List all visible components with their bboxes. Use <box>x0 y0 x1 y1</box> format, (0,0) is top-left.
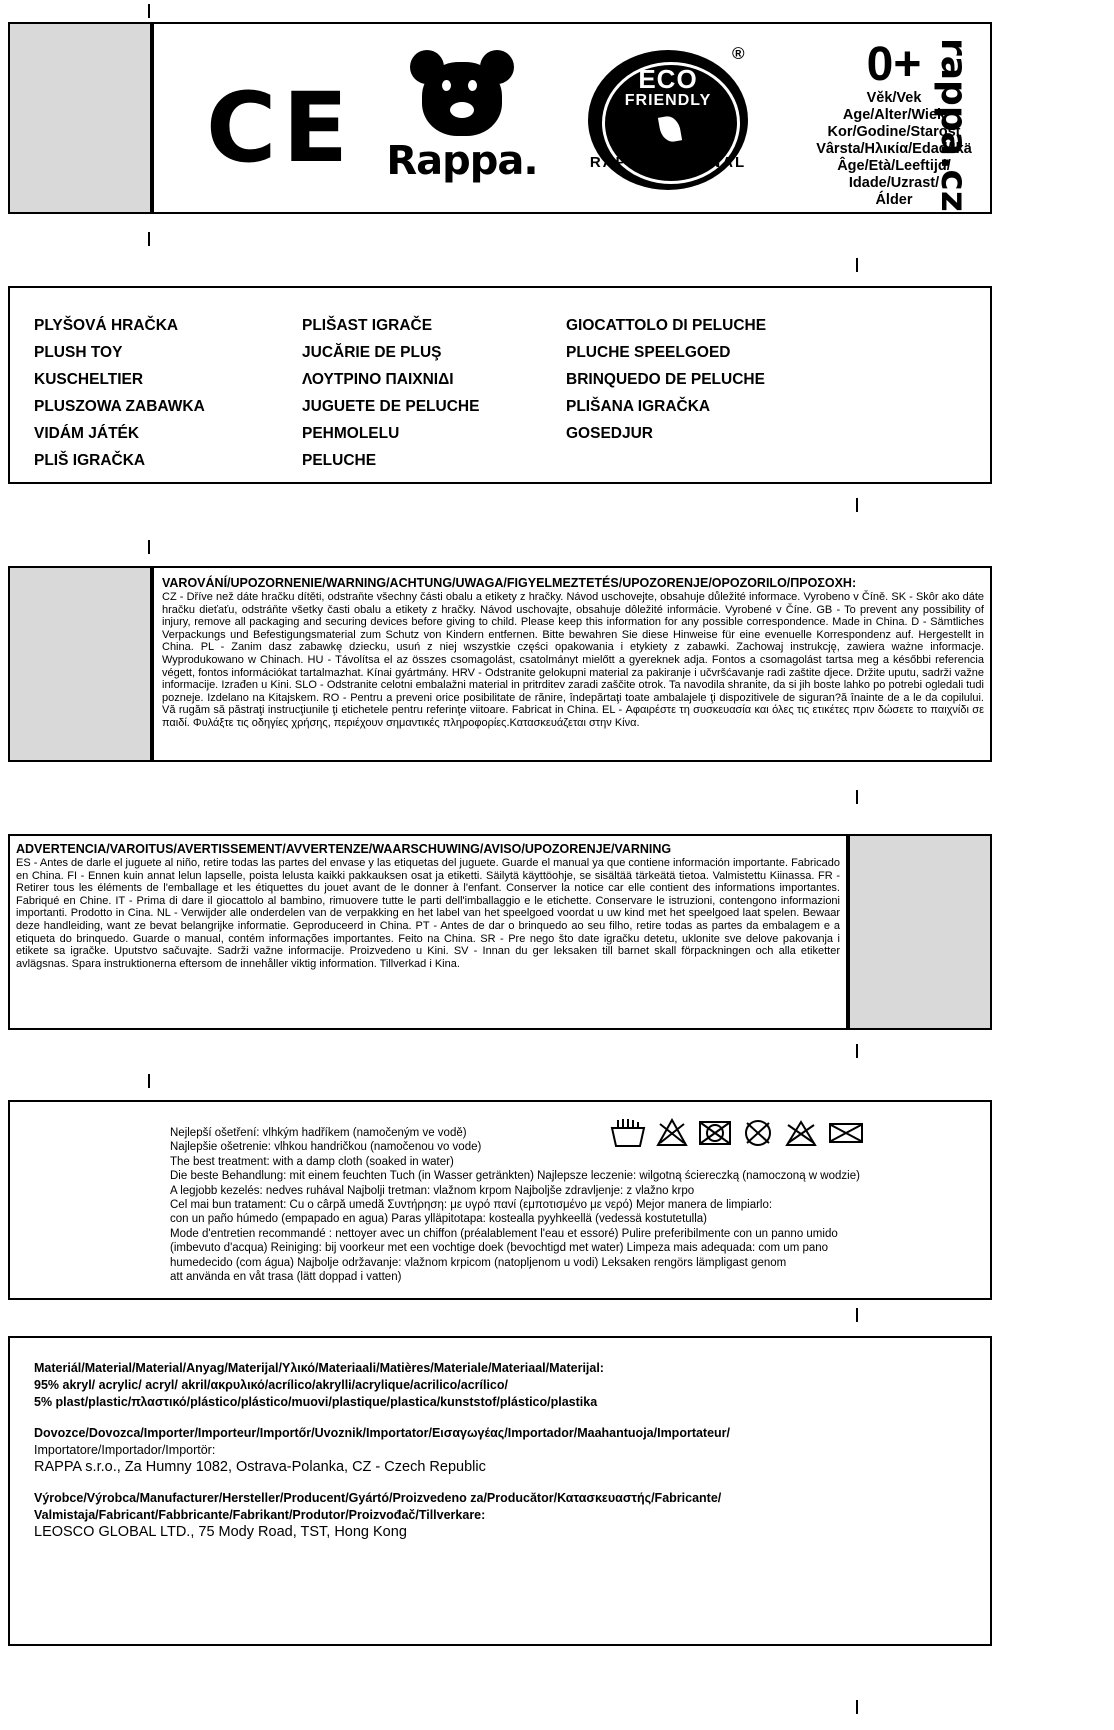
manufacturer-value: LEOSCO GLOBAL LTD., 75 Mody Road, TST, Hong Kong <box>34 1524 407 1540</box>
product-name: JUGUETE DE PELUCHE <box>302 398 480 415</box>
eco-label-primary: ECO <box>638 64 698 94</box>
grey-panel <box>8 22 152 214</box>
care-line: Najlepšie ošetrenie: vlhkou handričkou (namočenou vo vode) <box>170 1141 482 1154</box>
cut-mark <box>856 1044 858 1058</box>
advertencia-section <box>8 834 848 1030</box>
bear-head-icon <box>410 50 514 136</box>
age-language-line: Âge/Età/Leeftijd/ <box>837 158 951 174</box>
product-name: PLIŠAST IGRAČE <box>302 317 433 334</box>
care-line: A legjobb kezelés: nedves ruhával Najbolji tretman: vlažnom krpom Najboljše zdravljenje: z vlažno krpo <box>170 1184 695 1197</box>
product-name: PLUSZOWA ZABAWKA <box>34 398 205 415</box>
ce-mark-icon: CE <box>206 72 355 184</box>
advertencia-title: ADVERTENCIA/VAROITUS/AVERTISSEMENT/AVVERTENZE/WAARSCHUWING/AVISO/UPOZORENJE/VARNING <box>16 842 672 856</box>
eco-label-secondary: FRIENDLY <box>624 92 712 109</box>
product-name: VIDÁM JÁTÉK <box>34 425 140 442</box>
product-name: PLIŠANA IGRAČKA <box>566 398 711 415</box>
age-language-line: Kor/Godine/Starost <box>827 124 961 140</box>
care-line: Nejlepší ošetření: vlhkým hadříkem (namočeným ve vodě) <box>170 1127 467 1139</box>
cut-mark <box>856 1700 858 1714</box>
material-block <box>34 1360 954 1411</box>
cut-mark <box>856 790 858 804</box>
product-name: PEHMOLELU <box>302 425 400 442</box>
brand-name: Rappa <box>386 138 524 184</box>
product-name: BRINQUEDO DE PELUCHE <box>566 371 765 388</box>
care-line: att använda en våt trasa (lätt doppad i vatten) <box>170 1271 402 1284</box>
importer-value: RAPPA s.r.o., Za Humny 1082, Ostrava-Polanka, CZ - Czech Republic <box>34 1459 486 1475</box>
product-names-column-1 <box>34 312 302 474</box>
manufacturer-block <box>34 1490 954 1541</box>
warning-title: VAROVÁNÍ/UPOZORNENIE/WARNING/ACHTUNG/UWAGA/FIGYELMEZTETÉS/UPOZORENJE/OPOZORILO/ΠΡΟΣΟΧΗ: <box>162 576 857 590</box>
manufacturer-label-2: Valmistaja/Fabricant/Fabbricante/Fabrikant/Produtor/Proizvođač/Tillverkare: <box>34 1508 486 1522</box>
care-line: (imbevuto d'acqua) Reiniging: bij voorkeur met een vochtige doek (bevochtigd met water) Limpeza mais adequada: com um pano <box>170 1242 829 1255</box>
product-name: ΛΟΥΤΡΙΝΟ ΠΑΙΧΝΙΔΙ <box>302 371 454 388</box>
importer-label-2: Importatore/Importador/Importör: <box>34 1443 216 1457</box>
rappa-original-text: RAPPA ORIGINAL <box>589 154 747 171</box>
warning-section <box>152 566 992 762</box>
care-line: con un paño húmedo (empapado en agua) Paras ylläpitotapa: kostealla pyyhkeellä (vedessä kostutetulla) <box>170 1213 708 1226</box>
care-line: The best treatment: with a damp cloth (soaked in water) <box>170 1155 454 1168</box>
cut-mark <box>856 498 858 512</box>
product-names-column-3 <box>566 312 766 474</box>
product-name: PLYŠOVÁ HRAČKA <box>34 317 179 334</box>
material-line-1: 95% akryl/ acrylic/ acryl/ akril/ακρυλικό/acrílico/akrylli/acrylique/acrilico/acrílico/ <box>34 1378 508 1392</box>
product-name: PLUCHE SPEELGOED <box>566 344 731 361</box>
care-instructions-section <box>8 1100 992 1300</box>
product-name-section <box>8 286 992 484</box>
product-name: JUCĂRIE DE PLUŞ <box>302 344 442 361</box>
importer-label: Dovozce/Dovozca/Importer/Importeur/Importőr/Uvoznik/Importator/Eισαγωγέας/Importador/Maahantuoja/Importateur/ <box>34 1426 731 1440</box>
product-name: PLUSH TOY <box>34 344 123 361</box>
cut-mark <box>856 1308 858 1322</box>
website-text: rappa.cz <box>933 38 974 212</box>
age-language-line: Idade/Uzrast/ <box>848 175 940 191</box>
age-language-line: Vârsta/Ηλικία/Edad/Ikä <box>816 141 972 157</box>
age-language-line: Age/Alter/Wiek <box>842 107 946 123</box>
product-names-column-2 <box>302 312 566 474</box>
cut-mark <box>148 4 150 18</box>
care-line: Die beste Behandlung: mit einem feuchten Tuch (in Wasser getränkten) Najlepsze leczenie: wilgotną ściereczką (namoczoną w wodzie) <box>170 1170 860 1183</box>
cut-mark <box>856 258 858 272</box>
product-name: PELUCHE <box>302 452 377 469</box>
cut-mark <box>148 540 150 554</box>
care-line: humedecido (com água) Najbolje održavanje: vlažnom krpicom (natopljenom u vodi) Leksaken rengörs lämpligast genom <box>170 1256 787 1269</box>
importer-block <box>34 1425 954 1476</box>
product-name: PLIŠ IGRAČKA <box>34 452 146 469</box>
cut-mark <box>148 1074 150 1088</box>
material-line-2: 5% plast/plastic/πλαστικό/plástico/plástico/muovi/plastique/plastica/kunststof/plástico/plastika <box>34 1395 598 1409</box>
advertencia-body: ES - Antes de darle el juguete al niño, retire todas las partes del envase y las etiquetas del juguete. Guarde el manual ya que contiene información importante. Fabricado en China. FI - Ennen kuin annat lelun lapselle, poista lelusta kaikki pakkauksen osat ja etiketti. Säilytä käyttöohje, se sisältää tärkeätä tietoa. Valmistettu Kiinassa. FR - Retirer tous les éléments de l'emballage et les étiquettes du jouet avant de le donner à l'enfant. Conserver la notice car elle contient des informations importantes. Fabriqué en Chine. IT - Prima di dare il giocattolo al bambino, rimuovere tutte le parti dell'imballaggio e le etichette. Conservare le istruzioni, contengono informazioni importanti. Prodotto in Cina. NL - Verwijder alle onderdelen van de verpakking en het label van het speelgoed voordat u uw kind met het speelgoed laat spelen. Bewaar deze handleiding, want ze bevat belangrijke informatie. Geproduceerd in China. PT - Antes de dar o brinquedo ao seu filho, retire todas as partes da embalagem e a etiqueta do brinquedo. Guarde o manual, contém informações importantes. Feito na China. SR - Pre nego što date igračku detetu, uklonite sve delove pakovanja i etikete sa igračke. Uputstvo sačuvajte. Sadrži važne informacije. Proizvedeno u Kini. SV - Innan du ger leksaken till barnet skall förpackningen och alla etiketter avlägsnas. Spara instruktionerna eftersom de innehåller viktig information. Tillverkad i Kina. <box>16 857 840 970</box>
care-line: Cel mai bun tratament: Cu o cârpă umedă Συντήρηση: με υγρό πανί (εμποτισμένο με νερό) Mejor manera de limpiarlo: <box>170 1199 773 1212</box>
product-name: GOSEDJUR <box>566 425 653 442</box>
brand-dot: . <box>523 138 538 184</box>
warning-body: CZ - Dříve než dáte hračku dítěti, odstraňte všechny části obalu a etikety z hračky. Návod uschovejte, obsahuje důležité informace. Vyrobeno v Číně. SK - Skôr ako dáte hračku dieťaťu, odstráňte všetky časti obalu a etikety z hračky. Návod uschovajte, obsahuje dôležité informácie. Vyrobené v Číne. GB - To prevent any possibility of injury, remove all packaging and securing devices before giving to child. Please keep this information for any possible correspondence. Made in China. D - Sämtliches Verpackungs und Befestigungsmaterial zum Schutz von Kindern entfernen. Bitte bewahren Sie diese Hinweise für eine evenuelle Korrespondenz auf. Hergestellt in China. PL - Zanim dasz zabawkę dziecku, usuń z niej wszystkie części opakowania i etykiety z zabawki. Zachowaj instrukcję, zawiera ważne informacje. Wyprodukowano w Chinach. HU - Távolítsa el az összes csomagolást, csatolmányt mielőtt a gyereknek adja. Fontos a csomagolást tartsa meg a későbbi referencia végett, fontos információkat tartalmazhat. Kínai gyártmány. HRV - Odstranite gelokupni material za pakiranje i učvršćavanje radi zaštite djece. Držite uputu, sadrži važne informacije. Izrađen u Kini. SLO - Odstranite celotni embalažni material in pritrditev zaradi zaščite otrok. Ta navodila shranite, da si jih boste lahko po potrebi ogledali tudi pozneje. Izdelano na Kitajskem. RO - Pentru a preveni orice posibilitate de rănire, îndepărtaţi toate ambalajele ţi dispozitivele de siguran?ă înainte de a le da copilului. Vă rugăm să păstraţi instrucţiunile ţi etichetele pentru referinţe viitoare. Fabricat in China. EL - Αφαιρέστε τη συσκευασία και όλες τις ετικέτες πριν δώσετε το παιχνίδι σε παιδί. Φυλάξτε τις οδηγίες χρήσης, περιέχουν σημαντικές πληροφορίες.Κατασκευάζεται στην Κίνα. <box>162 591 984 729</box>
website-vertical <box>930 34 980 214</box>
grey-panel <box>848 834 992 1030</box>
registered-trademark-icon: ® <box>732 44 745 63</box>
rappa-logo <box>382 50 542 184</box>
age-language-line: Věk/Vek <box>866 90 922 106</box>
eco-friendly-badge <box>574 44 762 198</box>
product-name: KUSCHELTIER <box>34 371 144 388</box>
logo-section <box>152 22 992 214</box>
material-importer-section <box>8 1336 992 1646</box>
age-language-line: Álder <box>875 192 913 208</box>
care-text-block <box>170 1126 870 1284</box>
material-label: Materiál/Material/Material/Anyag/Materijal/Υλικό/Materiaali/Matières/Materiale/Materiaal/Materijal: <box>34 1361 604 1375</box>
age-value: 0+ <box>866 38 922 91</box>
manufacturer-label: Výrobce/Výrobca/Manufacturer/Hersteller/Producent/Gyártó/Proizvedeno za/Producător/Κατασκευαστής/Fabricante/ <box>34 1491 722 1505</box>
product-name: GIOCATTOLO DI PELUCHE <box>566 317 767 334</box>
care-line: Mode d'entretien recommandé : nettoyer avec un chiffon (préalablement l'eau et essoré) Pulire preferibilmente con un panno umido <box>170 1227 838 1240</box>
grey-panel <box>8 566 152 762</box>
cut-mark <box>148 232 150 246</box>
